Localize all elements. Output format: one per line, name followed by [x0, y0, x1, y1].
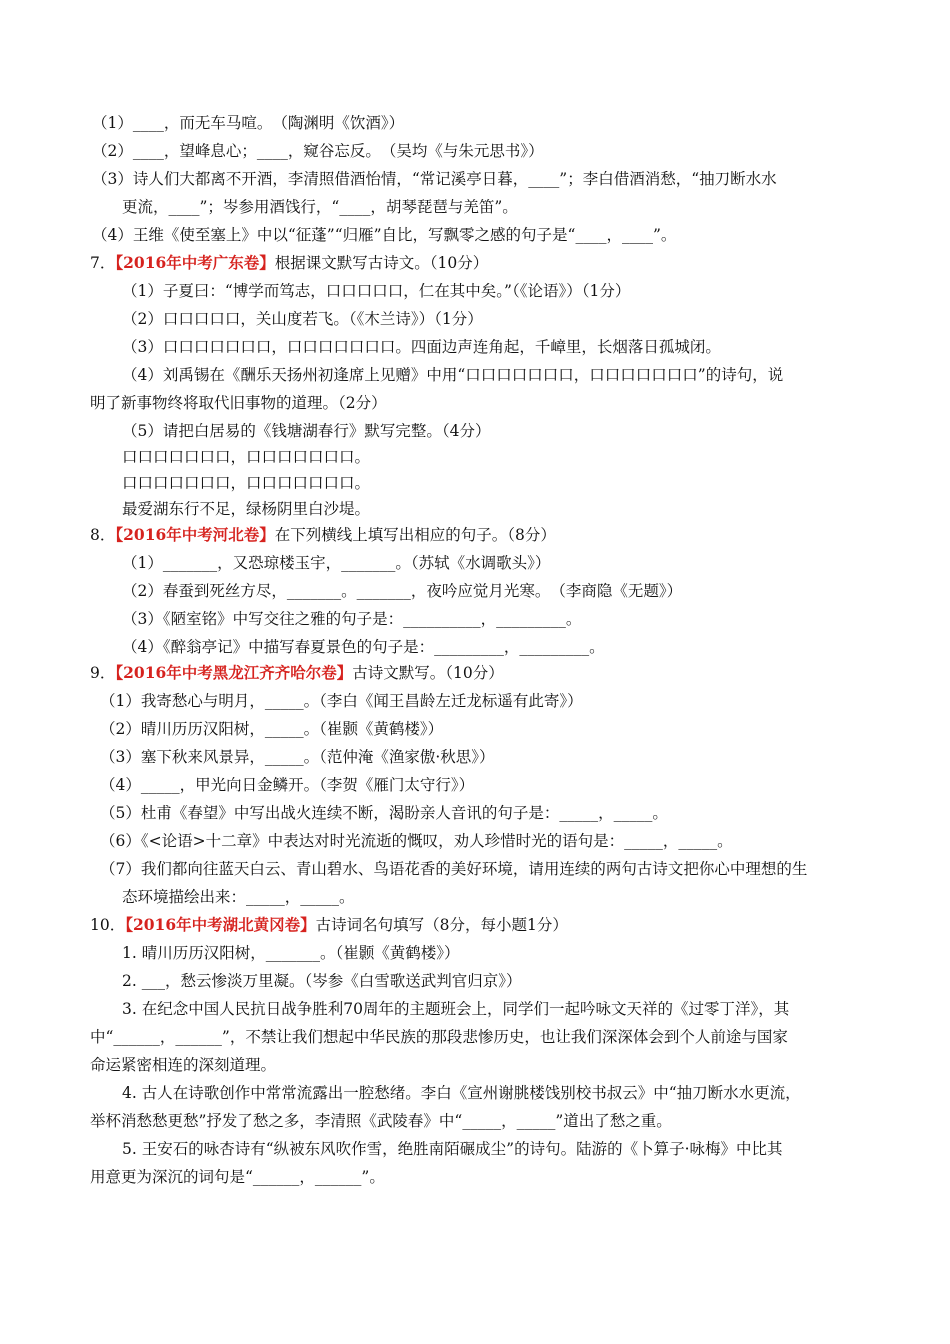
- q8-item-3: （3）《陋室铭》中写交往之雅的句子是：__________，_________。: [122, 610, 582, 628]
- q10-item-3-cont: 中“______，______”，不禁让我们想起中华民族的那段悲惨历史，也让我们深深体会到个人前途与国家: [90, 1028, 788, 1046]
- q8-heading: [90, 524, 556, 546]
- q7-source-tag: 【2016年中考广东卷】: [115, 253, 275, 272]
- q10-item-3-end: 命运紧密相连的深刻道理。: [90, 1056, 277, 1074]
- q9-item-7: （7）我们都向往蓝天白云、青山碧水、鸟语花香的美好环境，请用连续的两句古诗文把你心中理想的生: [100, 860, 808, 878]
- q10-item-4: 4. 古人在诗歌创作中常常流露出一腔愁绪。李白《宣州谢朓楼饯别校书叔云》中“抽刀断水水更流，: [122, 1084, 801, 1102]
- q10-item-2: 2. ___，愁云惨淡万里凝。（岑参《白雪歌送武判官归京》）: [122, 972, 522, 990]
- q9-item-7-cont: 态环境描绘出来：_____，_____。: [122, 888, 355, 906]
- q8-item-4: （4）《醉翁亭记》中描写春夏景色的句子是：_________，_________。: [122, 638, 605, 656]
- q9-title: 古诗文默写。（10分）: [352, 664, 504, 682]
- q9-heading: [90, 662, 504, 684]
- q10-item-4-cont: 举杯消愁愁更愁”抒发了愁之多，李清照《武陵春》中“_____，_____”道出了愁之重。: [90, 1112, 672, 1130]
- q10-item-5-cont: 用意更为深沉的词句是“______，______”。: [90, 1168, 385, 1186]
- q10-item-1: 1. 晴川历历汉阳树，_______。（崔颢《黄鹤楼》）: [122, 944, 460, 962]
- q9-item-4: （4）_____，甲光向日金鳞开。（李贺《雁门太守行》）: [100, 776, 475, 794]
- q8-title: 在下列横线上填写出相应的句子。（8分）: [274, 526, 556, 544]
- q6-line-2: （2）____，望峰息心；____，窥谷忘反。 （吴均《与朱元思书》）: [92, 142, 544, 160]
- q7-number: 7．: [90, 254, 116, 272]
- q7-item-4-cont: 明了新事物终将取代旧事物的道理。（2分）: [90, 394, 387, 412]
- q6-line-1: （1）____，而无车马喧。 （陶渊明《饮酒》）: [92, 114, 405, 132]
- q9-item-5: （5）杜甫《春望》中写出战火连续不断，渴盼亲人音讯的句子是：_____，_____。: [100, 804, 668, 822]
- q6-line-4: （4）王维《使至塞上》中以“征蓬”“归雁”自比，写飘零之感的句子是“____，____”。: [92, 226, 677, 244]
- q10-source-tag: 【2016年中考湖北黄冈卷】: [125, 915, 316, 934]
- q7-item-2: （2）口口口口口，关山度若飞。（《木兰诗》）（1分）: [122, 310, 483, 328]
- q7-poem-line-2: 口口口口口口口，口口口口口口口。: [122, 474, 371, 492]
- q8-item-2: （2）春蚕到死丝方尽，_______。_______，夜吟应觉月光寒。 （李商隐《无题》）: [122, 582, 683, 600]
- q7-item-3: （3）口口口口口口口，口口口口口口口。四面边声连角起，千嶂里，长烟落日孤城闭。: [122, 338, 721, 356]
- q7-poem-line-1: 口口口口口口口，口口口口口口口。: [122, 448, 371, 466]
- q10-title: 古诗词名句填写（8分，每小题1分）: [315, 916, 568, 934]
- q7-item-1: （1）子夏曰：“博学而笃志，口口口口口，仁在其中矣。”（《论语》）（1分）: [122, 282, 631, 300]
- q9-item-2: （2）晴川历历汉阳树，_____。（崔颢《黄鹤楼》）: [100, 720, 444, 738]
- q8-number: 8．: [90, 526, 116, 544]
- q6-line-3: （3）诗人们大都离不开酒，李清照借酒怡情，“常记溪亭日暮，____”；李白借酒消愁，“抽刀断水水: [92, 170, 777, 188]
- q9-source-tag: 【2016年中考黑龙江齐齐哈尔卷】: [115, 663, 353, 682]
- q7-poem-line-3: 最爱湖东行不足，绿杨阴里白沙堤。: [122, 500, 371, 518]
- q9-item-3: （3）塞下秋来风景异，_____。（范仲淹《渔家傲·秋思》）: [100, 748, 495, 766]
- q7-item-5: （5）请把白居易的《钱塘湖春行》默写完整。（4分）: [122, 422, 491, 440]
- q8-source-tag: 【2016年中考河北卷】: [115, 525, 275, 544]
- q6-line-3-cont: 更流，____”；岑参用酒饯行，“____，胡琴琵琶与羌笛”。: [122, 198, 518, 216]
- q10-number: 10．: [90, 916, 126, 934]
- q10-item-3: 3. 在纪念中国人民抗日战争胜利70周年的主题班会上，同学们一起吟咏文天祥的《过零丁洋》，其: [122, 1000, 790, 1018]
- q9-item-1: （1）我寄愁心与明月，_____。（李白《闻王昌龄左迁龙标遥有此寄》）: [100, 692, 583, 710]
- q8-item-1: （1）_______，又恐琼楼玉宇，_______。（苏轼《水调歌头》）: [122, 554, 551, 572]
- q10-heading: [90, 914, 568, 936]
- q7-item-4: （4）刘禹锡在《酬乐天扬州初逢席上见赠》中用“口口口口口口口，口口口口口口口”的诗句，说: [122, 366, 784, 384]
- q7-title: 根据课文默写古诗文。（10分）: [274, 254, 489, 272]
- q7-heading: [90, 252, 488, 274]
- q9-number: 9．: [90, 664, 116, 682]
- q9-item-6: （6）《<论语>十二章》中表达对时光流逝的慨叹，劝人珍惜时光的语句是：_____，_____。: [100, 832, 733, 850]
- q10-item-5: 5. 王安石的咏杏诗有“纵被东风吹作雪，绝胜南陌碾成尘”的诗句。陆游的《卜算子·咏梅》中比其: [122, 1140, 783, 1158]
